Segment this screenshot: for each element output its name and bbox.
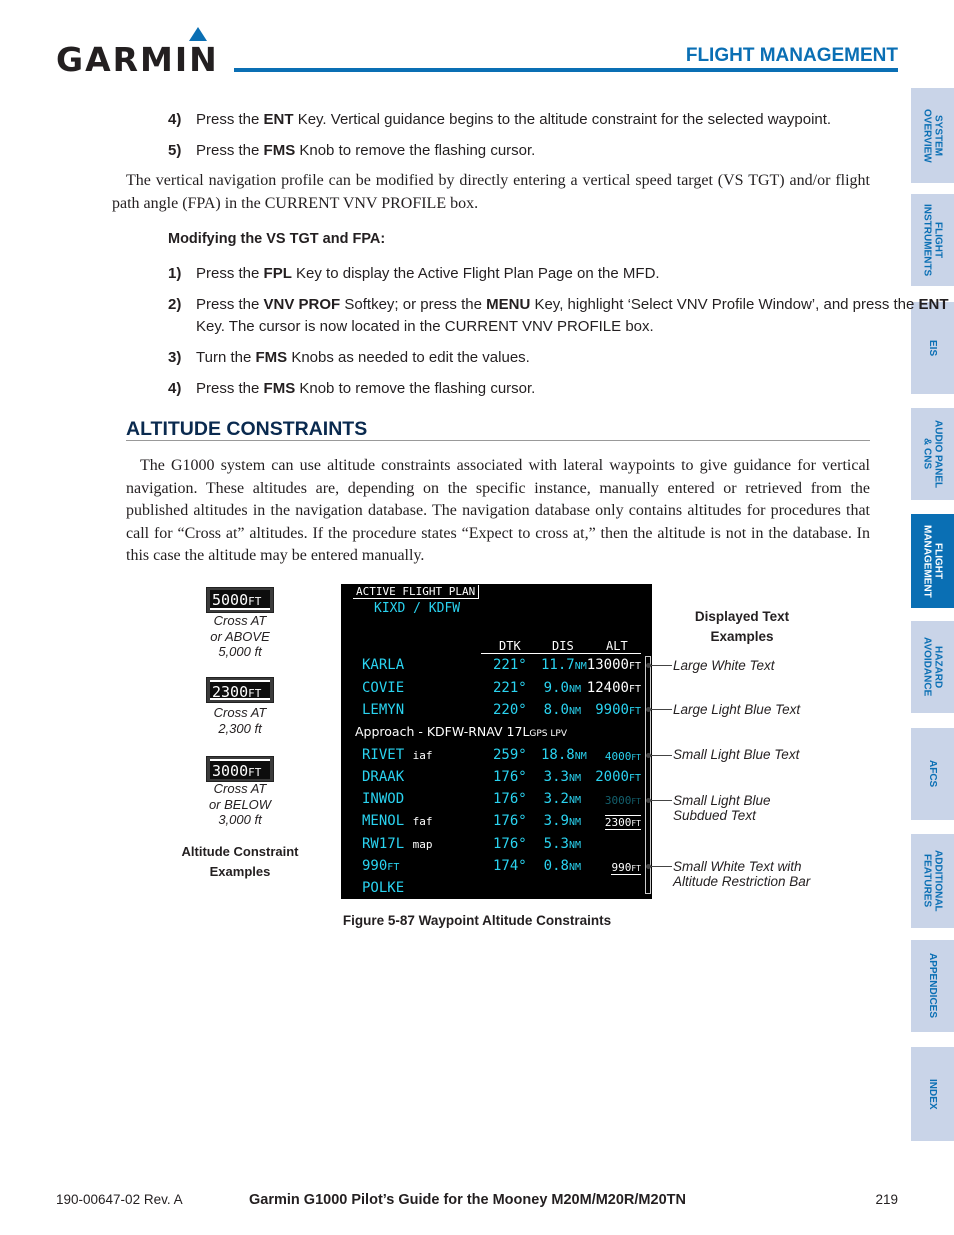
waypoint-alt: 2300FT xyxy=(604,816,641,829)
displayed-heading: Displayed Text Examples xyxy=(694,609,790,644)
waypoint-dis: 5.3NM xyxy=(543,836,581,852)
step-number: 4) xyxy=(168,380,182,397)
waypoint-dis: 9.0NM xyxy=(543,680,581,696)
waypoint-name: DRAAK xyxy=(362,769,405,785)
side-tab-label: APPENDICES xyxy=(927,953,938,1019)
leader-line xyxy=(648,709,672,710)
constraint-value: 3000 xyxy=(212,762,249,780)
waypoint-alt: 4000FT xyxy=(604,750,641,763)
waypoint-name: RW17L map xyxy=(362,836,433,852)
constraint-box-at xyxy=(206,677,274,703)
section-rule xyxy=(126,440,870,441)
waypoint-name: COVIE xyxy=(362,680,405,696)
legend-label: Small Light Blue Subdued Text xyxy=(673,793,771,823)
modify-heading: Modifying the VS TGT and FPA: xyxy=(168,231,386,247)
constraint-value: 5000 xyxy=(212,591,249,609)
waypoint-dtk: 176° xyxy=(493,813,527,829)
header-rule xyxy=(234,68,898,72)
step-number: 2) xyxy=(168,296,182,313)
waypoint-alt: 12400FT xyxy=(586,680,641,696)
column-rule xyxy=(481,653,641,654)
side-tab-system-overview[interactable] xyxy=(911,88,954,183)
altitude-paragraph: The G1000 system can use altitude constraints associated with lateral waypoints to give guidance for vertical navigation. These altitudes are, depending on the specific instance, manually entered or retrieved from the published altitudes in the navigation database. The navigation database only contains altitudes for procedures that call for “Cross at” altitudes. If the procedure states “Expect to cross at,” then the altitude is not in the database. In this case the altitude may be entered manually. xyxy=(126,457,870,564)
leader-dot xyxy=(646,798,651,803)
step-text: Press the xyxy=(196,380,264,397)
step-text: Press the xyxy=(196,142,264,159)
active-flight-plan-screen xyxy=(341,584,652,899)
step-text: Key to display the Active Flight Plan Page on the MFD. xyxy=(291,265,660,282)
key-name: FPL xyxy=(263,265,292,282)
constraint-caption: Cross AT or ABOVE 5,000 ft xyxy=(210,613,270,659)
waypoint-dis: 18.8NM xyxy=(541,747,587,763)
waypoint-dis: 11.7NM xyxy=(541,657,587,673)
step-text: Key, highlight ‘Select VNV Profile Window’, and press the xyxy=(530,296,919,313)
side-tab-eis[interactable] xyxy=(911,302,954,394)
legend-label: Large Light Blue Text xyxy=(673,702,801,717)
leader-line xyxy=(648,755,672,756)
waypoint-alt: 13000FT xyxy=(586,657,641,673)
section-heading: ALTITUDE CONSTRAINTS xyxy=(126,418,368,440)
side-tab-label: SYSTEM OVERVIEW xyxy=(921,108,944,163)
leader-line xyxy=(648,866,672,867)
figure-caption: Figure 5-87 Waypoint Altitude Constraints xyxy=(342,913,612,928)
legend-label: Large White Text xyxy=(673,658,775,673)
waypoint-dis: 3.3NM xyxy=(543,769,581,785)
col-alt: ALT xyxy=(606,639,628,653)
side-tab-label: AUDIO PANEL & CNS xyxy=(921,419,944,489)
waypoint-dtk: 221° xyxy=(493,680,527,696)
waypoint-dis: 0.8NM xyxy=(543,858,581,874)
section-title: FLIGHT MANAGEMENT xyxy=(685,45,898,66)
legend-label: Small White Text with Altitude Restriction Bar xyxy=(673,859,811,889)
step-text: Press the xyxy=(196,265,264,282)
step-number: 1) xyxy=(168,265,182,282)
key-name: ENT xyxy=(918,296,949,313)
approach-suffix: GPS LPV xyxy=(529,729,567,739)
waypoint-alt: 990FT xyxy=(611,861,641,874)
constraint-box-above xyxy=(206,587,274,613)
screen-route: KIXD / KDFW xyxy=(374,601,461,616)
side-tab-label: FLIGHT MANAGEMENT xyxy=(921,524,944,598)
constraint-unit: FT xyxy=(248,595,262,608)
leader-line xyxy=(648,800,672,801)
waypoint-dis: 3.9NM xyxy=(543,813,581,829)
leader-dot xyxy=(646,753,651,758)
leader-line xyxy=(648,665,672,666)
constraint-box-below xyxy=(206,756,274,782)
step-text: Key. Vertical guidance begins to the altitude constraint for the selected waypoint. xyxy=(293,111,832,128)
screen-title: ACTIVE FLIGHT PLAN xyxy=(353,585,479,599)
side-tab-label: EIS xyxy=(927,339,938,357)
side-tab-label: AFCS xyxy=(927,760,938,788)
waypoint-name: RIVET iaf xyxy=(362,747,433,763)
constraint-unit: FT xyxy=(248,687,262,700)
waypoint-alt: 9900FT xyxy=(595,702,641,718)
waypoint-alt: 2000FT xyxy=(595,769,641,785)
step-text: Knob to remove the flashing cursor. xyxy=(295,380,536,397)
side-tab-label: INDEX xyxy=(927,1078,938,1110)
step-text: Softkey; or press the xyxy=(340,296,487,313)
col-dis: DIS xyxy=(552,639,574,653)
side-tab-label: FLIGHT INSTRUMENTS xyxy=(921,203,944,277)
waypoint-dtk: 176° xyxy=(493,791,527,807)
side-tab-label: HAZARD AVOIDANCE xyxy=(921,637,944,697)
constraint-value: 2300 xyxy=(212,683,249,701)
key-name: VNV PROF xyxy=(263,296,341,313)
side-tab-appendices[interactable] xyxy=(911,940,954,1032)
footer-page-number: 219 xyxy=(875,1192,898,1207)
garmin-logo-triangle-icon xyxy=(189,27,207,41)
waypoint-name: 990FT xyxy=(362,858,400,874)
step-text: Turn the xyxy=(196,349,256,366)
step-text: Press the xyxy=(196,296,264,313)
waypoint-name: KARLA xyxy=(362,657,405,673)
side-tab-label: ADDITIONAL FEATURES xyxy=(921,850,944,912)
waypoint-name: POLKE xyxy=(362,880,405,896)
step-text: Press the xyxy=(196,111,264,128)
garmin-logo: GARMIN xyxy=(56,40,219,79)
side-tab-hazard-avoidance[interactable] xyxy=(911,621,954,713)
leader-dot xyxy=(646,663,651,668)
leader-dot xyxy=(646,707,651,712)
step-number: 4) xyxy=(168,111,182,128)
key-name: MENU xyxy=(486,296,531,313)
side-tab-afcs[interactable] xyxy=(911,728,954,820)
col-dtk: DTK xyxy=(499,639,521,653)
waypoint-dtk: 221° xyxy=(493,657,527,673)
side-tab-flight-management[interactable] xyxy=(911,514,954,608)
constraint-caption: Cross AT 2,300 ft xyxy=(213,705,267,736)
approach-text: Approach - KDFW-RNAV 17L xyxy=(355,724,530,739)
waypoint-dtk: 220° xyxy=(493,702,527,718)
vnv-paragraph: The vertical navigation profile can be modified by directly entering a vertical speed target (VS TGT) and/or flight path angle (FPA) in the CURRENT VNV PROFILE box. xyxy=(112,172,870,212)
key-name: FMS xyxy=(255,349,288,366)
step-number: 3) xyxy=(168,349,182,366)
constraint-caption: Cross AT or BELOW 3,000 ft xyxy=(208,781,272,827)
key-name: ENT xyxy=(263,111,294,128)
step-text: Key. The cursor is now located in the CURRENT VNV PROFILE box. xyxy=(196,318,654,335)
waypoint-dis: 8.0NM xyxy=(543,702,581,718)
footer-doc-id: 190-00647-02 Rev. A xyxy=(56,1192,183,1207)
constraint-unit: FT xyxy=(248,766,262,779)
waypoint-dtk: 176° xyxy=(493,836,527,852)
constraint-label: Altitude Constraint Examples xyxy=(181,844,299,879)
scrollbar[interactable] xyxy=(645,656,651,894)
waypoint-name: INWOD xyxy=(362,791,405,807)
waypoint-name: MENOL faf xyxy=(362,813,433,829)
step-number: 5) xyxy=(168,142,182,159)
key-name: FMS xyxy=(263,380,296,397)
waypoint-dtk: 176° xyxy=(493,769,527,785)
waypoint-alt: 3000FT xyxy=(604,794,641,807)
legend-label: Small Light Blue Text xyxy=(673,747,800,762)
step-text: Knobs as needed to edit the values. xyxy=(287,349,530,366)
waypoint-dis: 3.2NM xyxy=(543,791,581,807)
side-tab-index[interactable] xyxy=(911,1047,954,1141)
footer-title: Garmin G1000 Pilot’s Guide for the Mooney M20M/M20R/M20TN xyxy=(249,1192,686,1208)
waypoint-dtk: 259° xyxy=(493,747,527,763)
waypoint-name: LEMYN xyxy=(362,702,405,718)
key-name: FMS xyxy=(263,142,296,159)
step-text: Knob to remove the flashing cursor. xyxy=(295,142,536,159)
side-tab-flight-instruments[interactable] xyxy=(911,194,954,286)
leader-dot xyxy=(646,864,651,869)
waypoint-dtk: 174° xyxy=(493,858,527,874)
approach-row xyxy=(355,724,567,739)
side-tab-audio-panel-cns[interactable] xyxy=(911,408,954,500)
